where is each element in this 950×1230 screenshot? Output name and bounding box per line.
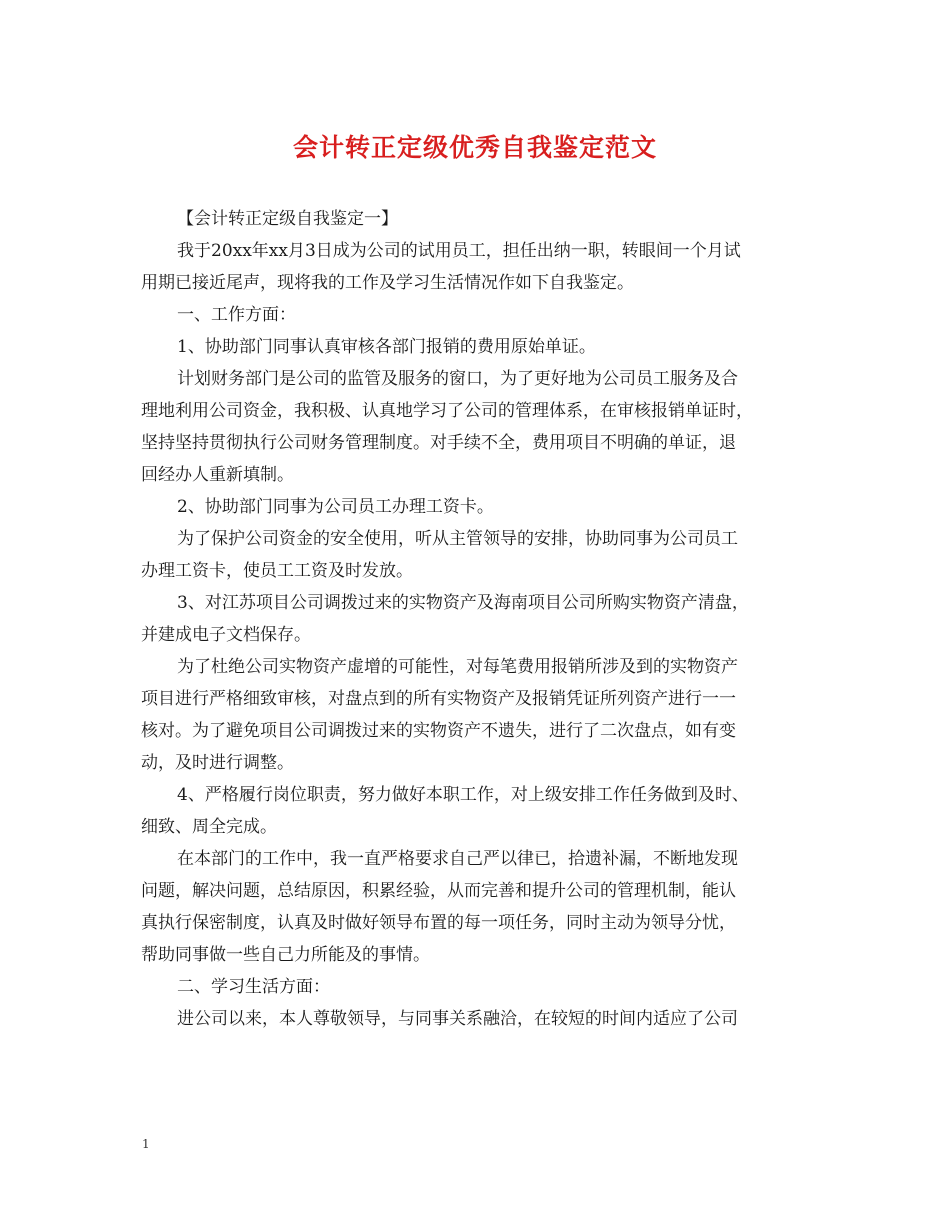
paragraph xyxy=(141,779,821,843)
paragraph-line: 二、学习生活方面： xyxy=(177,977,330,997)
paragraph xyxy=(141,971,821,1003)
paragraph-line: 真执行保密制度，认真及时做好领导布置的每一项任务，同时主动为领导分忧， xyxy=(141,913,736,933)
paragraph-line: 帮助同事做一些自己力所能及的事情。 xyxy=(141,945,430,965)
paragraph xyxy=(141,331,821,363)
paragraph-line: 在本部门的工作中，我一直严格要求自己严以律已，拾遗补漏，不断地发现 xyxy=(177,849,738,869)
paragraph-line: 用期已接近尾声，现将我的工作及学习生活情况作如下自我鉴定。 xyxy=(141,273,634,293)
paragraph-line: 2、协助部门同事为公司员工办理工资卡。 xyxy=(177,497,494,517)
paragraph-line: 一、工作方面： xyxy=(177,305,296,325)
paragraph-line: 办理工资卡，使员工工资及时发放。 xyxy=(141,561,413,581)
paragraph-line: 细致、周全完成。 xyxy=(141,817,277,837)
paragraph-line: 进公司以来，本人尊敬领导，与同事关系融洽，在较短的时间内适应了公司 xyxy=(177,1009,738,1029)
paragraph-line: 为了保护公司资金的安全使用，听从主管领导的安排，协助同事为公司员工 xyxy=(177,529,738,549)
paragraph-line: 【会计转正定级自我鉴定一】 xyxy=(177,209,398,229)
paragraph xyxy=(141,235,821,299)
paragraph-line: 动，及时进行调整。 xyxy=(141,753,294,773)
paragraph-line: 计划财务部门是公司的监管及服务的窗口，为了更好地为公司员工服务及合 xyxy=(177,369,738,389)
paragraph-line: 为了杜绝公司实物资产虚增的可能性，对每笔费用报销所涉及到的实物资产 xyxy=(177,657,738,677)
paragraph xyxy=(141,651,821,779)
paragraph-line: 核对。为了避免项目公司调拨过来的实物资产不遗失，进行了二次盘点，如有变 xyxy=(141,721,736,741)
paragraph-line: 理地利用公司资金，我积极、认真地学习了公司的管理体系，在审核报销单证时， xyxy=(141,401,753,421)
paragraph xyxy=(141,491,821,523)
paragraph-line: 4、严格履行岗位职责，努力做好本职工作，对上级安排工作任务做到及时、 xyxy=(177,785,749,805)
paragraph xyxy=(141,299,821,331)
paragraph xyxy=(141,1003,821,1035)
paragraph-line: 坚持坚持贯彻执行公司财务管理制度。对手续不全，费用项目不明确的单证，退 xyxy=(141,433,736,453)
paragraph-line: 1、协助部门同事认真审核各部门报销的费用原始单证。 xyxy=(177,337,596,357)
paragraph-line: 问题，解决问题，总结原因，积累经验，从而完善和提升公司的管理机制，能认 xyxy=(141,881,736,901)
document-body xyxy=(141,203,821,1035)
paragraph-line: 项目进行严格细致审核，对盘点到的所有实物资产及报销凭证所列资产进行一一 xyxy=(141,689,736,709)
paragraph xyxy=(141,587,821,651)
page-number: 1 xyxy=(142,1137,150,1151)
paragraph-line: 并建成电子文档保存。 xyxy=(141,625,311,645)
paragraph xyxy=(141,843,821,971)
page-title: 会计转正定级优秀自我鉴定范文 xyxy=(292,133,657,162)
paragraph-line: 我于20xx年xx月3日成为公司的试用员工，担任出纳一职，转眼间一个月试 xyxy=(177,241,741,261)
paragraph-line: 回经办人重新填制。 xyxy=(141,465,294,485)
paragraph xyxy=(141,203,821,235)
paragraph xyxy=(141,523,821,587)
paragraph-line: 3、对江苏项目公司调拨过来的实物资产及海南项目公司所购实物资产清盘， xyxy=(177,593,749,613)
paragraph xyxy=(141,363,821,491)
